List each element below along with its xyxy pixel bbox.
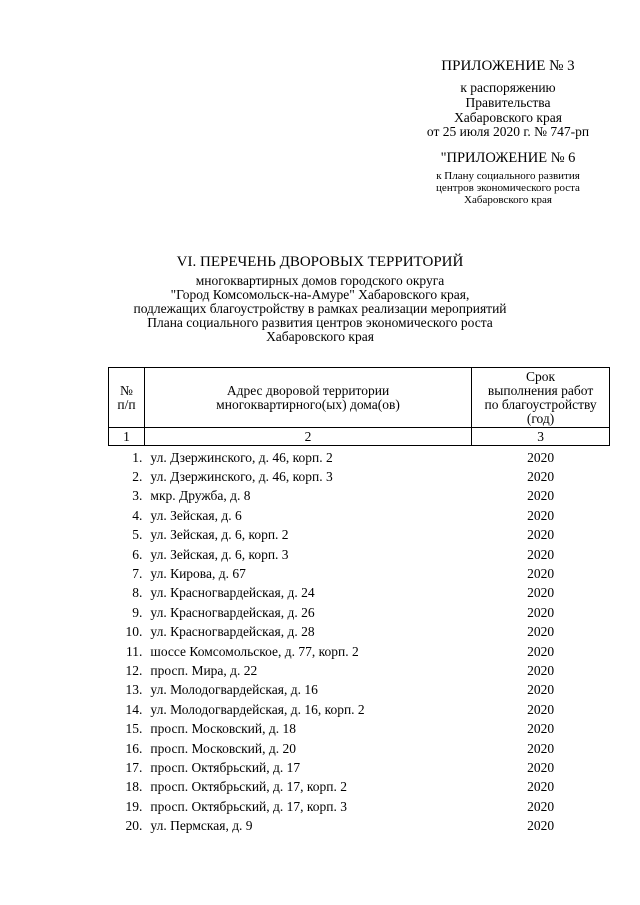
row-year: 2020 <box>527 604 555 620</box>
row-address: шоссе Комсомольское, д. 77, корп. 2 <box>150 643 359 659</box>
row-year: 2020 <box>527 585 555 601</box>
subtitle-line: подлежащих благоустройству в рамках реализации мероприятий <box>133 301 507 316</box>
row-address: ул. Зейская, д. 6, корп. 3 <box>150 546 289 562</box>
table-row <box>109 797 610 816</box>
row-address: просп. Октябрьский, д. 17, корп. 3 <box>150 798 348 814</box>
column-number: 1 <box>109 428 145 446</box>
row-address: ул. Красногвардейская, д. 24 <box>150 585 315 601</box>
appendix2-line: Хабаровского края <box>464 194 552 206</box>
row-number: 11. <box>126 643 143 659</box>
table-row <box>109 446 610 468</box>
subtitle-line: Хабаровского края <box>266 329 374 344</box>
row-address: мкр. Дружба, д. 8 <box>150 488 251 504</box>
table-row <box>109 719 610 738</box>
row-address: ул. Зейская, д. 6, корп. 2 <box>150 527 289 543</box>
row-address: ул. Зейская, д. 6 <box>150 507 242 523</box>
row-address: просп. Октябрьский, д. 17, корп. 2 <box>150 779 348 795</box>
row-number: 19. <box>125 798 143 814</box>
header-term: Срок выполнения работ по благоустройству (год) <box>472 368 610 428</box>
row-year: 2020 <box>527 818 555 834</box>
row-address: ул. Красногвардейская, д. 26 <box>150 604 315 620</box>
table-row <box>109 739 610 758</box>
row-number: 12. <box>125 662 143 678</box>
subtitle-line: многоквартирных домов городского округа <box>195 273 445 288</box>
appendix-title: ПРИЛОЖЕНИЕ № 3 <box>441 58 575 74</box>
row-number: 1. <box>132 449 143 465</box>
row-year: 2020 <box>527 662 555 678</box>
table-row <box>109 681 610 700</box>
table-row <box>109 700 610 719</box>
row-number: 15. <box>125 721 143 737</box>
table-row <box>109 545 610 564</box>
row-address: просп. Мира, д. 22 <box>150 662 258 678</box>
row-number: 17. <box>125 759 143 775</box>
row-number: 20. <box>125 818 143 834</box>
row-year: 2020 <box>527 566 555 582</box>
row-number: 5. <box>132 527 143 543</box>
row-address: просп. Московский, д. 20 <box>150 740 296 756</box>
appendix-line: к распоряжению <box>460 80 556 95</box>
appendix2-line: к Плану социального развития <box>436 170 580 182</box>
table-row <box>109 526 610 545</box>
row-number: 6. <box>132 546 143 562</box>
row-year: 2020 <box>527 527 555 543</box>
row-number: 13. <box>125 682 143 698</box>
appendix-line: Хабаровского края <box>454 110 562 125</box>
table-row <box>109 584 610 603</box>
table-row <box>109 506 610 525</box>
table-body <box>109 446 610 836</box>
row-number: 9. <box>132 604 143 620</box>
subtitle-line: "Город Комсомольск-на-Амуре" Хабаровского края, <box>170 287 470 302</box>
row-year: 2020 <box>527 546 555 562</box>
appendix-date: от 25 июля 2020 г. № 747-рп <box>426 124 590 139</box>
table-header-row <box>109 368 610 428</box>
row-address: ул. Молодогвардейская, д. 16 <box>150 682 318 698</box>
row-address: ул. Дзержинского, д. 46, корп. 2 <box>150 449 333 465</box>
territory-table <box>108 367 610 836</box>
appendix2-line: центров экономического роста <box>436 182 580 194</box>
row-address: ул. Пермская, д. 9 <box>150 818 253 834</box>
row-number: 10. <box>125 624 143 640</box>
row-number: 2. <box>132 469 143 485</box>
table-row <box>109 642 610 661</box>
table-row <box>109 564 610 583</box>
row-number: 7. <box>132 566 143 582</box>
appendix2-reference <box>400 170 616 206</box>
table-row <box>109 487 610 506</box>
row-address: просп. Московский, д. 18 <box>150 721 296 737</box>
column-number: 2 <box>144 428 471 446</box>
header-num: № п/п <box>109 368 145 428</box>
row-year: 2020 <box>527 798 555 814</box>
row-year: 2020 <box>527 507 555 523</box>
header-address: Адрес дворовой территории многоквартирного(ых) дома(ов) <box>144 368 471 428</box>
row-year: 2020 <box>527 701 555 717</box>
row-number: 3. <box>132 488 143 504</box>
appendix2-title: "ПРИЛОЖЕНИЕ № 6 <box>440 150 576 166</box>
row-number: 16. <box>125 740 143 756</box>
table-row <box>109 758 610 777</box>
row-address: просп. Октябрьский, д. 17 <box>150 759 301 775</box>
row-year: 2020 <box>527 624 555 640</box>
row-number: 14. <box>125 701 143 717</box>
row-address: ул. Молодогвардейская, д. 16, корп. 2 <box>150 701 365 717</box>
row-year: 2020 <box>527 721 555 737</box>
appendix-line: Правительства <box>465 95 551 110</box>
table-row <box>109 603 610 622</box>
row-year: 2020 <box>527 740 555 756</box>
appendix-reference <box>400 80 616 125</box>
row-address: ул. Кирова, д. 67 <box>150 566 246 582</box>
row-year: 2020 <box>527 449 555 465</box>
column-number: 3 <box>472 428 610 446</box>
section-title: VI. ПЕРЕЧЕНЬ ДВОРОВЫХ ТЕРРИТОРИЙ <box>176 254 464 270</box>
row-number: 8. <box>132 585 143 601</box>
section-subtitle <box>0 274 640 344</box>
column-number-row <box>109 428 610 446</box>
row-number: 4. <box>132 507 143 523</box>
row-address: ул. Красногвардейская, д. 28 <box>150 624 315 640</box>
table-row <box>109 623 610 642</box>
row-address: ул. Дзержинского, д. 46, корп. 3 <box>150 469 333 485</box>
row-year: 2020 <box>527 488 555 504</box>
row-year: 2020 <box>527 643 555 659</box>
table-row <box>109 778 610 797</box>
row-year: 2020 <box>527 469 555 485</box>
table-row <box>109 661 610 680</box>
table-row <box>109 467 610 486</box>
table-row <box>109 816 610 835</box>
subtitle-line: Плана социального развития центров экономического роста <box>147 315 493 330</box>
row-year: 2020 <box>527 779 555 795</box>
row-number: 18. <box>125 779 143 795</box>
row-year: 2020 <box>527 682 555 698</box>
row-year: 2020 <box>527 759 555 775</box>
